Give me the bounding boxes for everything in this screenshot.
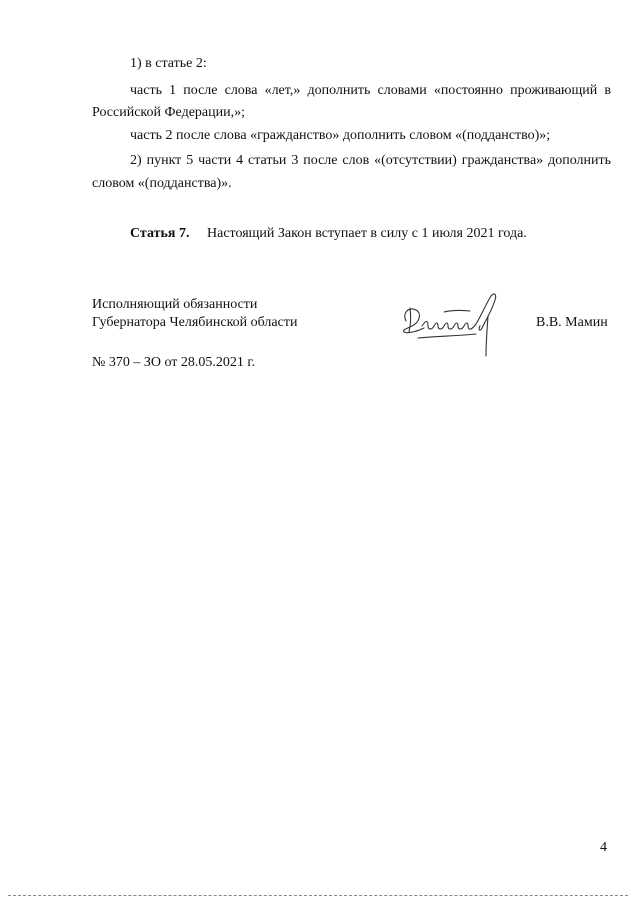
item2-line1: 2) пункт 5 части 4 статьи 3 после слов «(отсутствии) гражданства» дополнить bbox=[130, 153, 611, 168]
article7-text: Настоящий Закон вступает в силу с 1 июля 2021 года. bbox=[207, 226, 527, 241]
item2-line2: словом «(подданства)». bbox=[92, 176, 232, 191]
signatory-position-line2: Губернатора Челябинской области bbox=[92, 315, 298, 330]
part1-line1: часть 1 после слова «лет,» дополнить словами «постоянно проживающий в bbox=[130, 83, 611, 98]
page-number: 4 bbox=[600, 840, 607, 855]
item1-heading: 1) в статье 2: bbox=[130, 56, 207, 71]
law-number-date: № 370 – ЗО от 28.05.2021 г. bbox=[92, 355, 256, 370]
footer-rule bbox=[8, 895, 628, 896]
handwritten-signature bbox=[398, 286, 503, 366]
article7-label: Статья 7. bbox=[130, 226, 190, 241]
signatory-name: В.В. Мамин bbox=[536, 315, 608, 330]
part1-line2: Российской Федерации,»; bbox=[92, 105, 246, 120]
part2-line: часть 2 после слова «гражданство» дополнить словом «(подданство)»; bbox=[130, 128, 551, 143]
signatory-position-line1: Исполняющий обязанности bbox=[92, 297, 258, 312]
